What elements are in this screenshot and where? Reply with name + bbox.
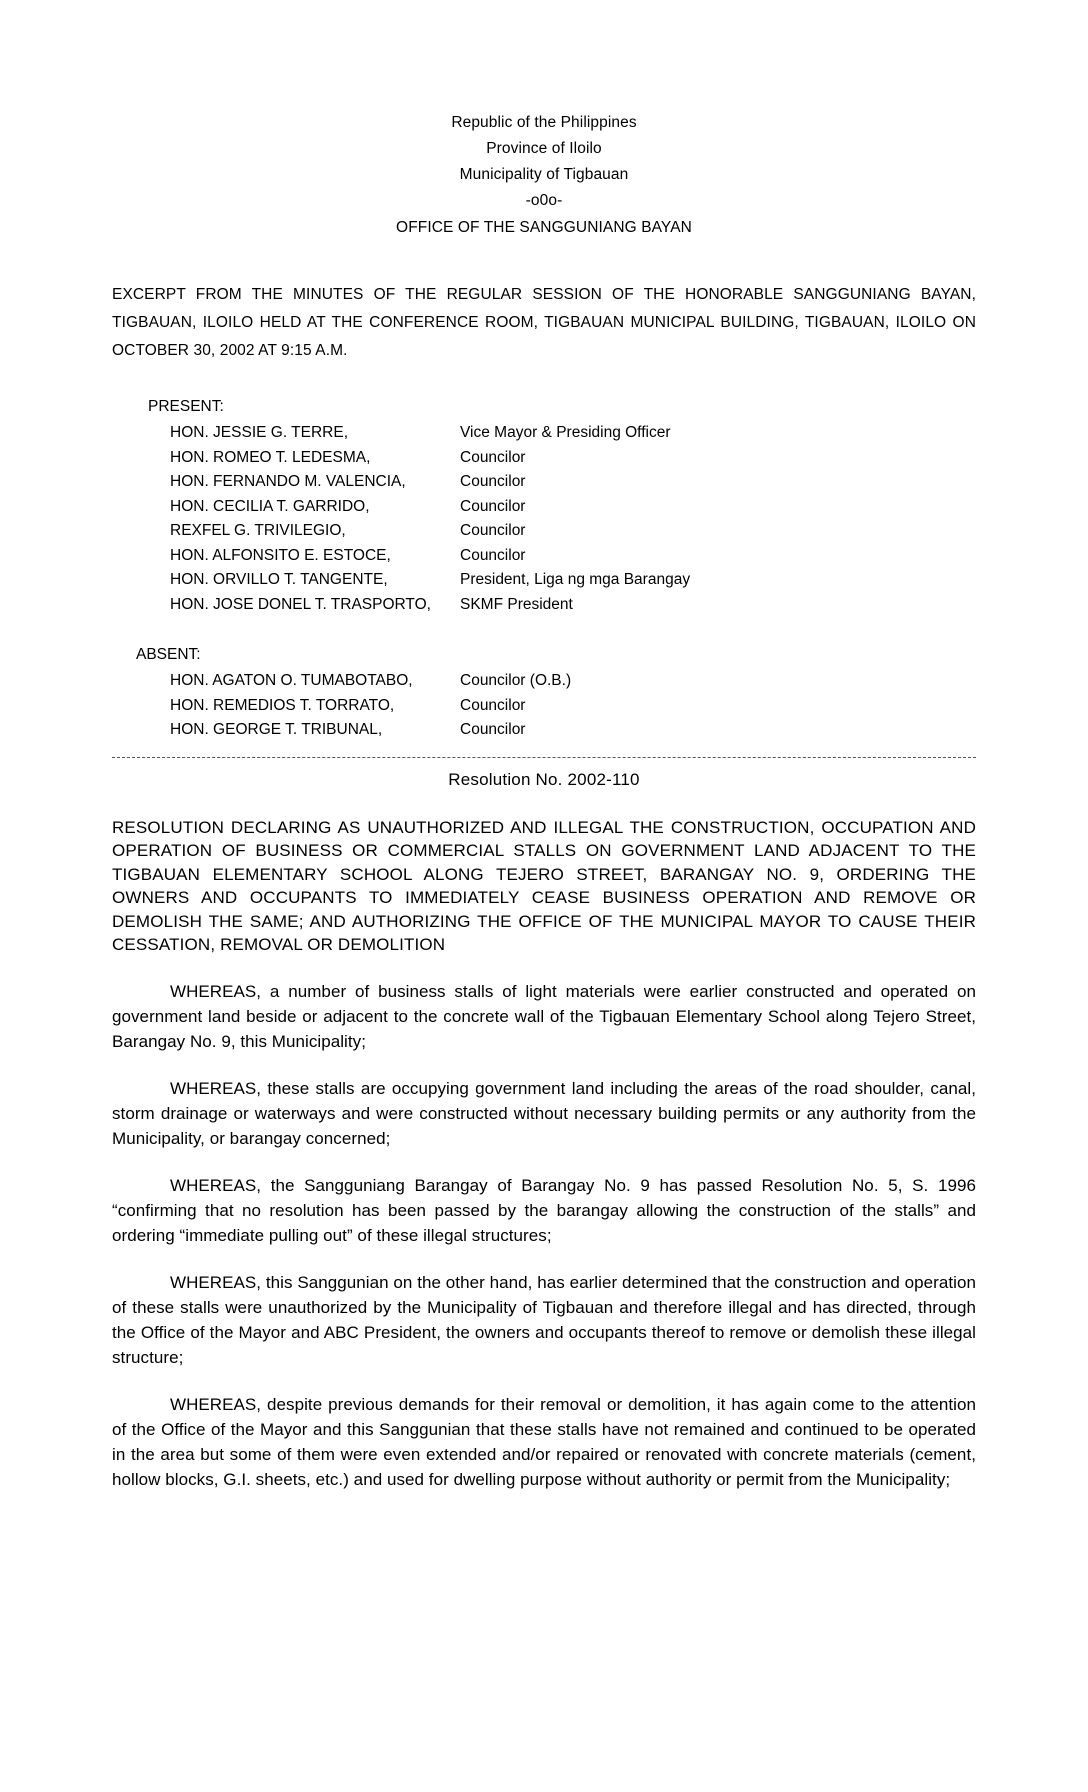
list-item: [170, 495, 690, 520]
member-role: Councilor: [460, 497, 526, 515]
header-line-municipality: Municipality of Tigbauan: [459, 166, 629, 183]
document-header: [112, 110, 976, 241]
list-item: [170, 470, 690, 495]
present-list: [170, 421, 690, 617]
header-line-republic: Republic of the Philippines: [451, 114, 637, 131]
member-name: HON. ROMEO T. LEDESMA,: [170, 448, 371, 466]
list-item: [170, 421, 690, 446]
header-line-office: OFFICE OF THE SANGGUNIANG BAYAN: [396, 219, 692, 236]
member-name: REXFEL G. TRIVILEGIO,: [170, 522, 346, 539]
member-role: Councilor: [460, 696, 526, 714]
resolution-paragraph-5: WHEREAS, despite previous demands for their removal or demolition, it has again come to the attention of the Office of the Mayor and this Sanggunian that these stalls have not remained and continued to be operated in the area but some of them were even extended and/or repaired or renovated with concrete materials (cement, hollow blocks, G.I. sheets, etc.) and used for dwelling purpose without authority or permit from the Municipality;: [112, 1394, 976, 1489]
resolution-paragraph-1: WHEREAS, a number of business stalls of light materials were earlier constructed and operated on government land beside or adjacent to the concrete wall of the Tigbauan Elementary School along Tejero Street, Barangay No. 9, this Municipality;: [112, 981, 976, 1051]
attendance-section: [112, 395, 976, 743]
resolution-paragraph-2: WHEREAS, these stalls are occupying government land including the areas of the road shoulder, canal, storm drainage or waterways and were constructed without necessary building permits or any authority from the Municipality, or barangay concerned;: [112, 1078, 976, 1148]
list-item: [170, 593, 690, 618]
member-role: Councilor: [460, 522, 526, 539]
member-role: Councilor: [460, 473, 526, 490]
member-role: Councilor: [460, 546, 526, 564]
member-name: HON. REMEDIOS T. TORRATO,: [170, 696, 395, 714]
list-item: [170, 669, 571, 694]
member-name: HON. CECILIA T. GARRIDO,: [170, 497, 370, 515]
list-item: [170, 718, 571, 743]
member-role: Vice Mayor & Presiding Officer: [460, 424, 671, 441]
absent-label: ABSENT:: [136, 646, 201, 663]
list-item: [170, 446, 690, 471]
resolution-paragraph-4: WHEREAS, this Sanggunian on the other hand, has earlier determined that the construction and operation of these stalls were unauthorized by the Municipality of Tigbauan and therefore illegal and has directed, through the Office of the Mayor and ABC President, the owners and occupants thereof to remove or demolish these illegal structure;: [112, 1272, 976, 1367]
present-label: PRESENT:: [148, 398, 224, 415]
member-name: HON. ALFONSITO E. ESTOCE,: [170, 546, 391, 564]
list-item: [170, 568, 690, 593]
member-name: HON. FERNANDO M. VALENCIA,: [170, 473, 406, 490]
section-divider: [112, 757, 976, 758]
list-item: [170, 519, 690, 544]
member-name: HON. GEORGE T. TRIBUNAL,: [170, 721, 383, 738]
header-line-province: Province of Iloilo: [486, 140, 602, 157]
excerpt-paragraph: EXCERPT FROM THE MINUTES OF THE REGULAR SESSION OF THE HONORABLE SANGGUNIANG BAYAN, TIGBAUAN, ILOILO HELD AT THE CONFERENCE ROOM, TIGBAUAN MUNICIPAL BUILDING, TIGBAUAN, ILOILO ON OCTOBER 30, 2002 AT 9:15 A.M.: [112, 286, 976, 359]
member-role: Councilor: [460, 721, 526, 738]
resolution-paragraph-3: WHEREAS, the Sangguniang Barangay of Barangay No. 9 has passed Resolution No. 5, S. 1996 “confirming that no resolution has been passed by the barangay allowing the construction of the stalls” and ordering “immediate pulling out” of these illegal structures;: [112, 1175, 976, 1245]
header-line-ornament: -o0o-: [525, 192, 563, 209]
resolution-number: Resolution No. 2002-110: [448, 769, 640, 789]
absent-list: [170, 669, 571, 743]
member-role: President, Liga ng mga Barangay: [460, 571, 691, 588]
member-name: HON. JESSIE G. TERRE,: [170, 424, 349, 441]
member-role: Councilor (O.B.): [460, 672, 572, 689]
member-role: Councilor: [460, 448, 526, 466]
resolution-title: RESOLUTION DECLARING AS UNAUTHORIZED AND ILLEGAL THE CONSTRUCTION, OCCUPATION AND OPERATION OF BUSINESS OR COMMERCIAL STALLS ON GOVERNMENT LAND ADJACENT TO THE TIGBAUAN ELEMENTARY SCHOOL ALONG TEJERO STREET, BARANGAY NO. 9, ORDERING THE OWNERS AND OCCUPANTS TO IMMEDIATELY CEASE BUSINESS OPERATION AND REMOVE OR DEMOLISH THE SAME; AND AUTHORIZING THE OFFICE OF THE MUNICIPAL MAYOR TO CAUSE THEIR CESSATION, REMOVAL OR DEMOLITION: [112, 817, 976, 954]
member-name: HON. ORVILLO T. TANGENTE,: [170, 571, 388, 588]
member-name: HON. JOSE DONEL T. TRASPORTO,: [170, 595, 431, 613]
member-name: HON. AGATON O. TUMABOTABO,: [170, 672, 413, 689]
member-role: SKMF President: [460, 595, 573, 613]
list-item: [170, 694, 571, 719]
list-item: [170, 544, 690, 569]
